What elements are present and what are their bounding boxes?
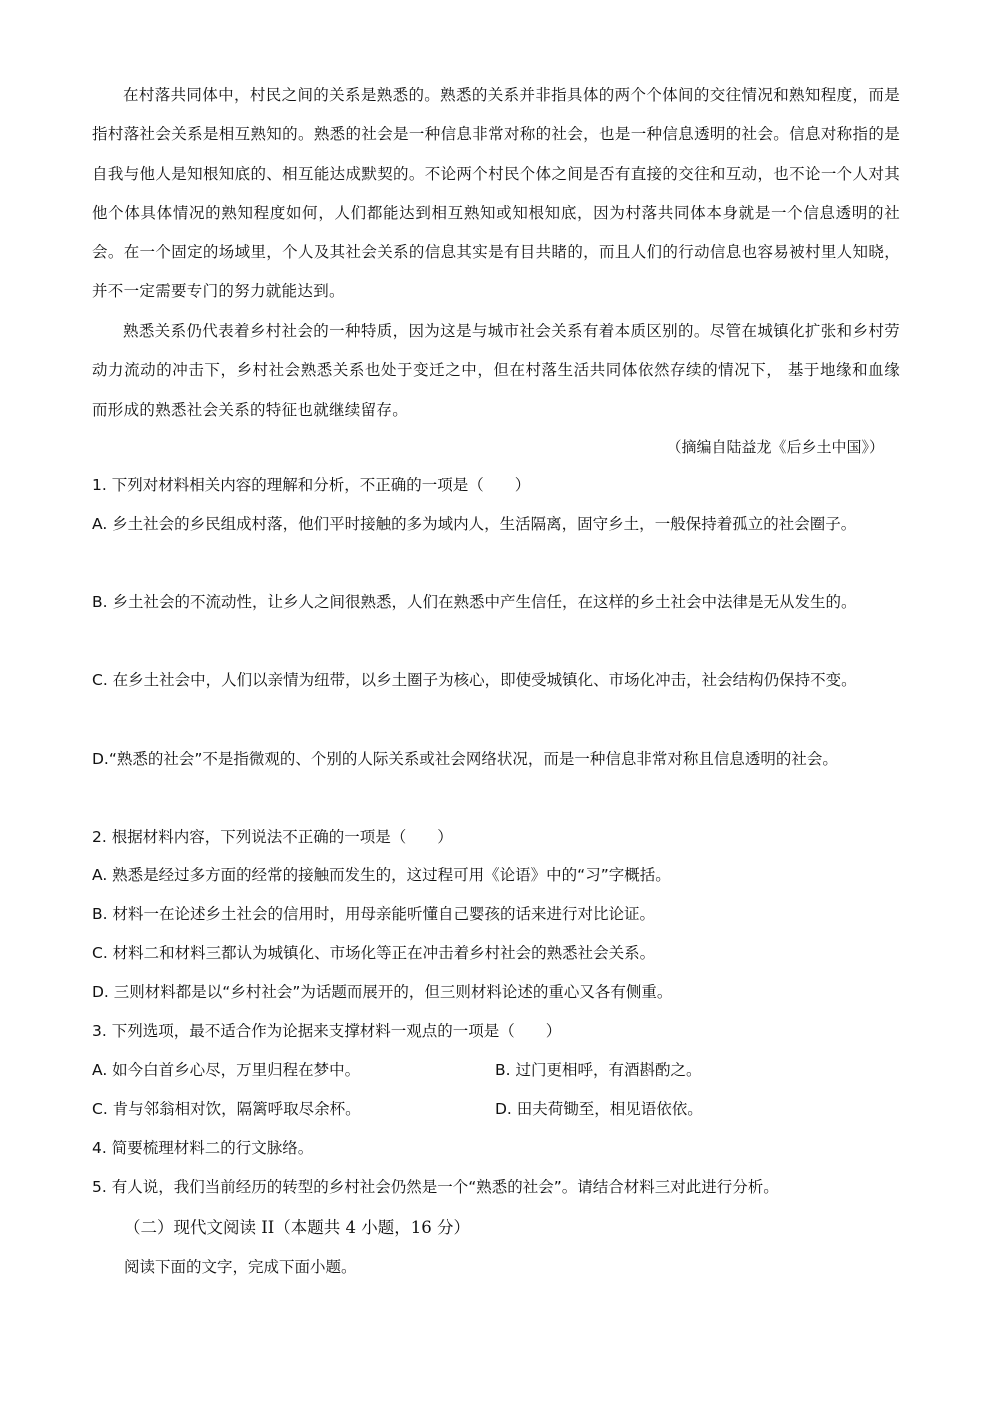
question-3-options-row-2 [92, 1090, 904, 1129]
question-3-option-a: A. 如今白首乡心尽，万里归程在梦中。 [92, 1061, 361, 1079]
question-2-option-d: D. 三则材料都是以“乡村社会”为话题而展开的，但三则材料论述的重心又各有侧重。 [92, 983, 673, 1001]
question-3-option-d: D. 田夫荷锄至，相见语依依。 [495, 1100, 703, 1118]
question-3-option-b: B. 过门更相呼，有酒斟酌之。 [495, 1061, 702, 1079]
question-3-options-row-1 [92, 1051, 904, 1090]
section-title: （二）现代文阅读 II（本题共 4 小题，16 分） [124, 1218, 471, 1237]
question-1-option-d: D.“熟悉的社会”不是指微观的、个别的人际关系或社会网络状况，而是一种信息非常对称且信息透明的社会。 [92, 750, 838, 768]
passage-paragraph-1: 在村落共同体中，村民之间的关系是熟悉的。熟悉的关系并非指具体的两个个体间的交往情况和熟知程度，而是指村落社会关系是相互熟知的。熟悉的社会是一种信息非常对称的社会，也是一种信息透明的社会。信息对称指的是自我与他人是知根知底的、相互能达成默契的。不论两个村民个体之间是否有直接的交往和互动，也不论一个人对其他个体具体情况的熟知程度如何，人们都能达到相互熟知或知根知底，因为村落共同体本身就是一个信息透明的社会。在一个固定的场域里，个人及其社会关系的信息其实是有目共睹的，而且人们的行动信息也容易被村里人知晓，并不一定需要专门的努力就能达到。 [92, 86, 900, 301]
question-1-option-a: A. 乡土社会的乡民组成村落，他们平时接触的多为域内人，生活隔离，固守乡土，一般保持着孤立的社会圈子。 [92, 515, 857, 533]
question-1-stem: 1. 下列对材料相关内容的理解和分析，不正确的一项是（ ） [92, 476, 531, 494]
question-5-stem: 5. 有人说，我们当前经历的转型的乡村社会仍然是一个“熟悉的社会”。请结合材料三对此进行分析。 [92, 1178, 779, 1196]
section-lead: 阅读下面的文字，完成下面小题。 [124, 1258, 357, 1276]
question-1-option-b: B. 乡土社会的不流动性，让乡人之间很熟悉，人们在熟悉中产生信任，在这样的乡土社会中法律是无从发生的。 [92, 593, 857, 611]
question-2-stem: 2. 根据材料内容，下列说法不正确的一项是（ ） [92, 828, 453, 846]
question-3-option-c: C. 肯与邻翁相对饮，隔篱呼取尽余杯。 [92, 1100, 361, 1118]
passage-credit: （摘编自陆益龙《后乡土中国》） [666, 438, 884, 456]
question-4-stem: 4. 简要梳理材料二的行文脉络。 [92, 1139, 314, 1157]
question-2-option-b: B. 材料一在论述乡土社会的信用时，用母亲能听懂自己婴孩的话来进行对比论证。 [92, 905, 655, 923]
question-1-option-c: C. 在乡土社会中，人们以亲情为纽带，以乡土圈子为核心，即使受城镇化、市场化冲击，社会结构仍保持不变。 [92, 671, 857, 689]
question-2-option-c: C. 材料二和材料三都认为城镇化、市场化等正在冲击着乡村社会的熟悉社会关系。 [92, 944, 656, 962]
question-3-stem: 3. 下列选项，最不适合作为论据来支撑材料一观点的一项是（ ） [92, 1022, 562, 1040]
question-2-option-a: A. 熟悉是经过多方面的经常的接触而发生的，这过程可用《论语》中的“习”字概括。 [92, 866, 671, 884]
passage-paragraph-2: 熟悉关系仍代表着乡村社会的一种特质，因为这是与城市社会关系有着本质区别的。尽管在城镇化扩张和乡村劳动力流动的冲击下，乡村社会熟悉关系也处于变迁之中，但在村落生活共同体依然存续的情况下， 基于地缘和血缘而形成的熟悉社会关系的特征也就继续留存。 [92, 322, 900, 419]
